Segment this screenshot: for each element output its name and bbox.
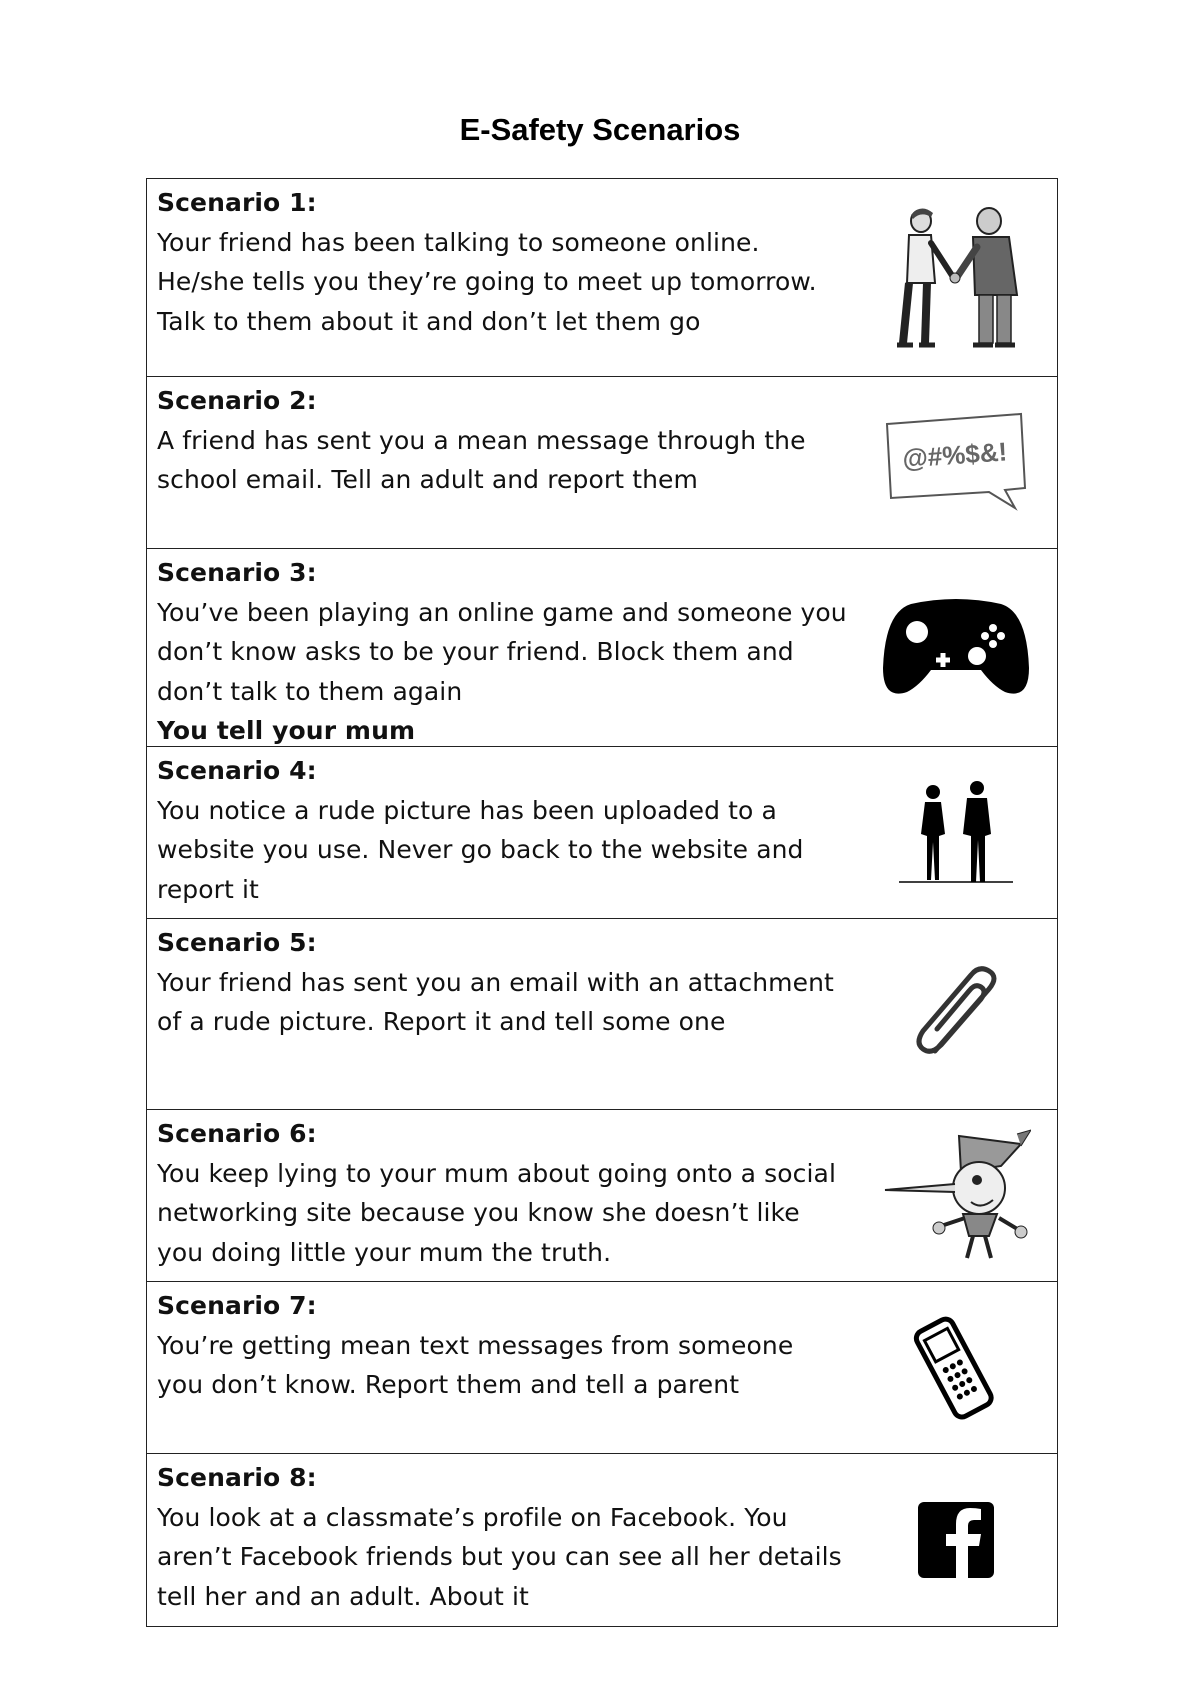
scenario-6-heading: Scenario 6: bbox=[157, 1119, 317, 1148]
scenario-1-text: Your friend has been talking to someone online. He/she tells you they’re going to meet up tomorrow. Talk to them about it and don’t let them go bbox=[157, 227, 817, 336]
scenario-row-2 bbox=[147, 377, 1057, 549]
scenario-5-text: Your friend has sent you an email with an attachment of a rude picture. Report it and tell some one bbox=[157, 967, 834, 1036]
scenario-2-text: A friend has sent you a mean message through the school email. Tell an adult and report them bbox=[157, 425, 806, 494]
scenario-7-heading: Scenario 7: bbox=[157, 1291, 317, 1320]
scenario-row-1 bbox=[147, 179, 1057, 377]
scenario-3-text: You’ve been playing an online game and someone you don’t know asks to be your friend. Block them and don’t talk to them again bbox=[157, 597, 847, 706]
facebook-icon bbox=[871, 1454, 1041, 1626]
scenario-8-text: You look at a classmate’s profile on Facebook. You aren’t Facebook friends but you can see all her details tell her and an adult. About it bbox=[157, 1502, 842, 1611]
swear-speech-bubble-icon bbox=[871, 377, 1041, 548]
scenario-4-text: You notice a rude picture has been uploaded to a website you use. Never go back to the website and report it bbox=[157, 795, 804, 904]
scenario-3-heading: Scenario 3: bbox=[157, 558, 317, 587]
pinocchio-icon bbox=[871, 1110, 1041, 1281]
swear-text: @#%$&! bbox=[901, 435, 1009, 474]
scenario-row-7 bbox=[147, 1282, 1057, 1454]
scenario-3-extra: You tell your mum bbox=[157, 716, 416, 745]
handshake-icon bbox=[871, 179, 1041, 376]
scenario-row-6 bbox=[147, 1110, 1057, 1282]
scenario-row-4 bbox=[147, 747, 1057, 919]
game-controller-icon bbox=[871, 549, 1041, 746]
scenario-7-text: You’re getting mean text messages from someone you don’t know. Report them and tell a parent bbox=[157, 1330, 794, 1399]
scenario-1-heading: Scenario 1: bbox=[157, 188, 317, 217]
silhouette-figures-icon bbox=[871, 747, 1041, 918]
scenario-row-5 bbox=[147, 919, 1057, 1110]
scenario-row-3 bbox=[147, 549, 1057, 747]
scenario-table bbox=[146, 178, 1058, 1627]
scenario-6-text: You keep lying to your mum about going onto a social networking site because you know she doesn’t like you doing little your mum the truth. bbox=[157, 1158, 837, 1267]
page-title: E-Safety Scenarios bbox=[459, 112, 741, 147]
paperclip-icon bbox=[871, 919, 1041, 1109]
mobile-phone-icon bbox=[871, 1282, 1041, 1453]
scenario-8-heading: Scenario 8: bbox=[157, 1463, 317, 1492]
scenario-row-8 bbox=[147, 1454, 1057, 1626]
scenario-5-heading: Scenario 5: bbox=[157, 928, 317, 957]
scenario-2-heading: Scenario 2: bbox=[157, 386, 317, 415]
scenario-4-heading: Scenario 4: bbox=[157, 756, 317, 785]
